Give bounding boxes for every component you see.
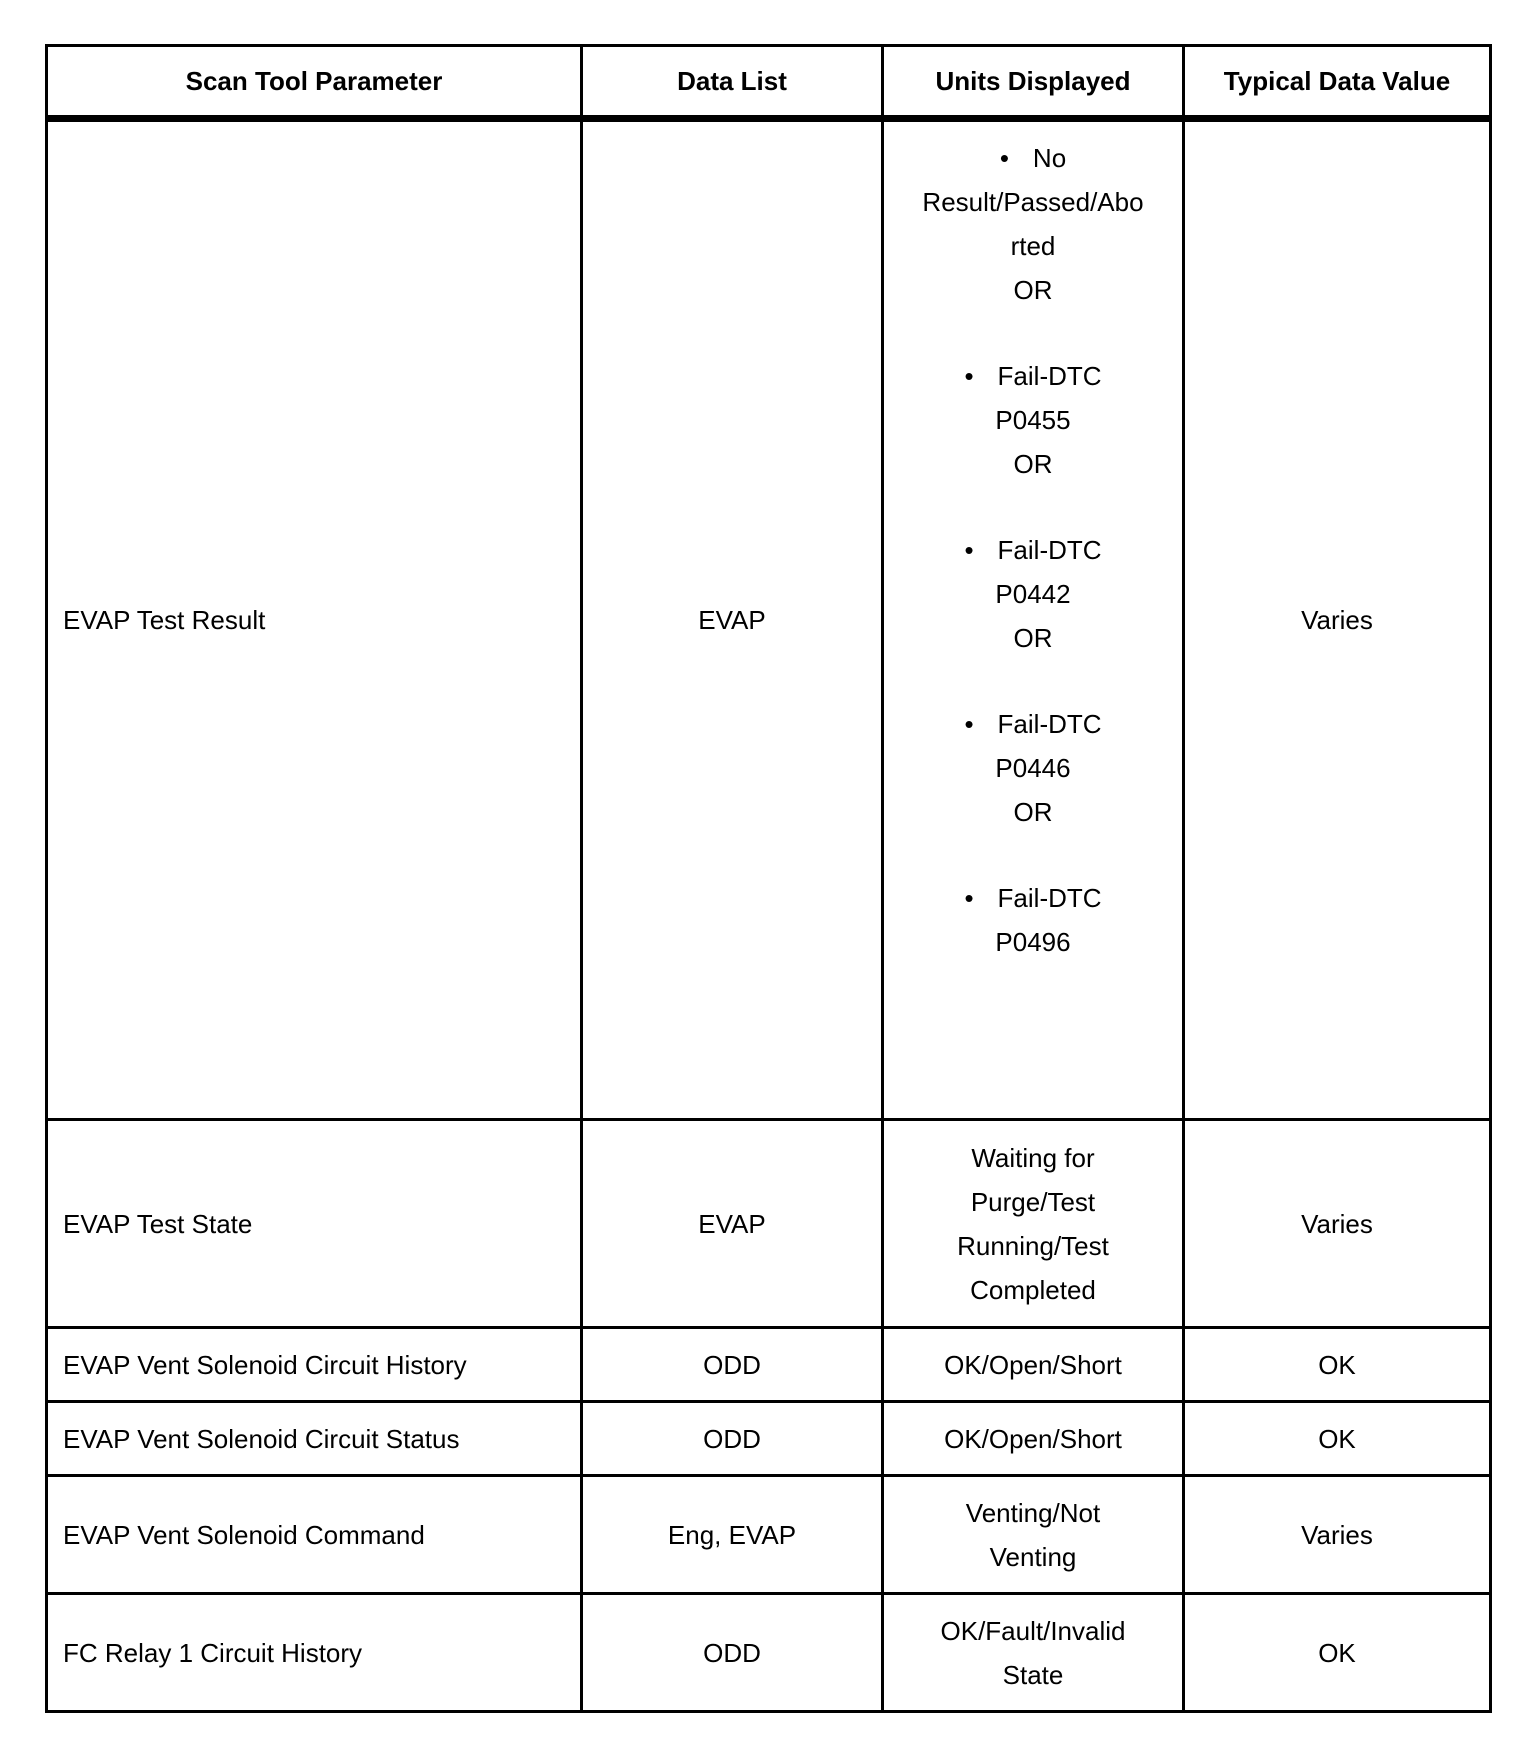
- parameter-cell: EVAP Vent Solenoid Command: [47, 1476, 582, 1594]
- units-item: • Fail-DTC P0442 OR: [884, 528, 1182, 660]
- table-row: [47, 1328, 1491, 1402]
- typical-value-cell: Varies: [1184, 119, 1491, 1120]
- table-row: [47, 1594, 1491, 1712]
- header-typical-data-value: Typical Data Value: [1184, 46, 1491, 119]
- parameter-cell: EVAP Test Result: [47, 119, 582, 1120]
- header-scan-tool-parameter: Scan Tool Parameter: [47, 46, 582, 119]
- units-cell: OK/Open/Short: [883, 1402, 1184, 1476]
- table-row: [47, 1120, 1491, 1328]
- data-list-cell: Eng, EVAP: [582, 1476, 883, 1594]
- table-row: [47, 119, 1491, 1120]
- typical-value-cell: OK: [1184, 1402, 1491, 1476]
- typical-value-cell: Varies: [1184, 1120, 1491, 1328]
- data-list-cell: EVAP: [582, 119, 883, 1120]
- data-list-cell: EVAP: [582, 1120, 883, 1328]
- bullet-icon: •: [964, 883, 974, 913]
- units-cell: OK/Open/Short: [883, 1328, 1184, 1402]
- header-units-displayed: Units Displayed: [883, 46, 1184, 119]
- parameter-cell: EVAP Vent Solenoid Circuit History: [47, 1328, 582, 1402]
- bullet-icon: •: [964, 361, 974, 391]
- units-item: • Fail-DTC P0446 OR: [884, 702, 1182, 834]
- data-list-cell: ODD: [582, 1594, 883, 1712]
- table-row: [47, 1476, 1491, 1594]
- parameter-cell: EVAP Vent Solenoid Circuit Status: [47, 1402, 582, 1476]
- header-row: [47, 46, 1491, 119]
- header-data-list: Data List: [582, 46, 883, 119]
- parameter-cell: EVAP Test State: [47, 1120, 582, 1328]
- units-item: • No Result/Passed/Abo rted OR: [884, 136, 1182, 312]
- parameter-cell: FC Relay 1 Circuit History: [47, 1594, 582, 1712]
- bullet-icon: •: [964, 709, 974, 739]
- bullet-icon: •: [964, 535, 974, 565]
- units-cell: OK/Fault/Invalid State: [883, 1594, 1184, 1712]
- units-item: • Fail-DTC P0455 OR: [884, 354, 1182, 486]
- bullet-icon: •: [999, 143, 1009, 173]
- typical-value-cell: OK: [1184, 1328, 1491, 1402]
- units-cell: Waiting for Purge/Test Running/Test Completed: [883, 1120, 1184, 1328]
- typical-value-cell: Varies: [1184, 1476, 1491, 1594]
- units-cell: Venting/Not Venting: [883, 1476, 1184, 1594]
- table-row: [47, 1402, 1491, 1476]
- data-list-cell: ODD: [582, 1402, 883, 1476]
- units-item: • Fail-DTC P0496: [884, 876, 1182, 964]
- data-list-cell: ODD: [582, 1328, 883, 1402]
- typical-value-cell: OK: [1184, 1594, 1491, 1712]
- scan-tool-parameter-table: [45, 44, 1492, 1713]
- units-cell: [883, 119, 1184, 1120]
- units-list: [884, 136, 1182, 964]
